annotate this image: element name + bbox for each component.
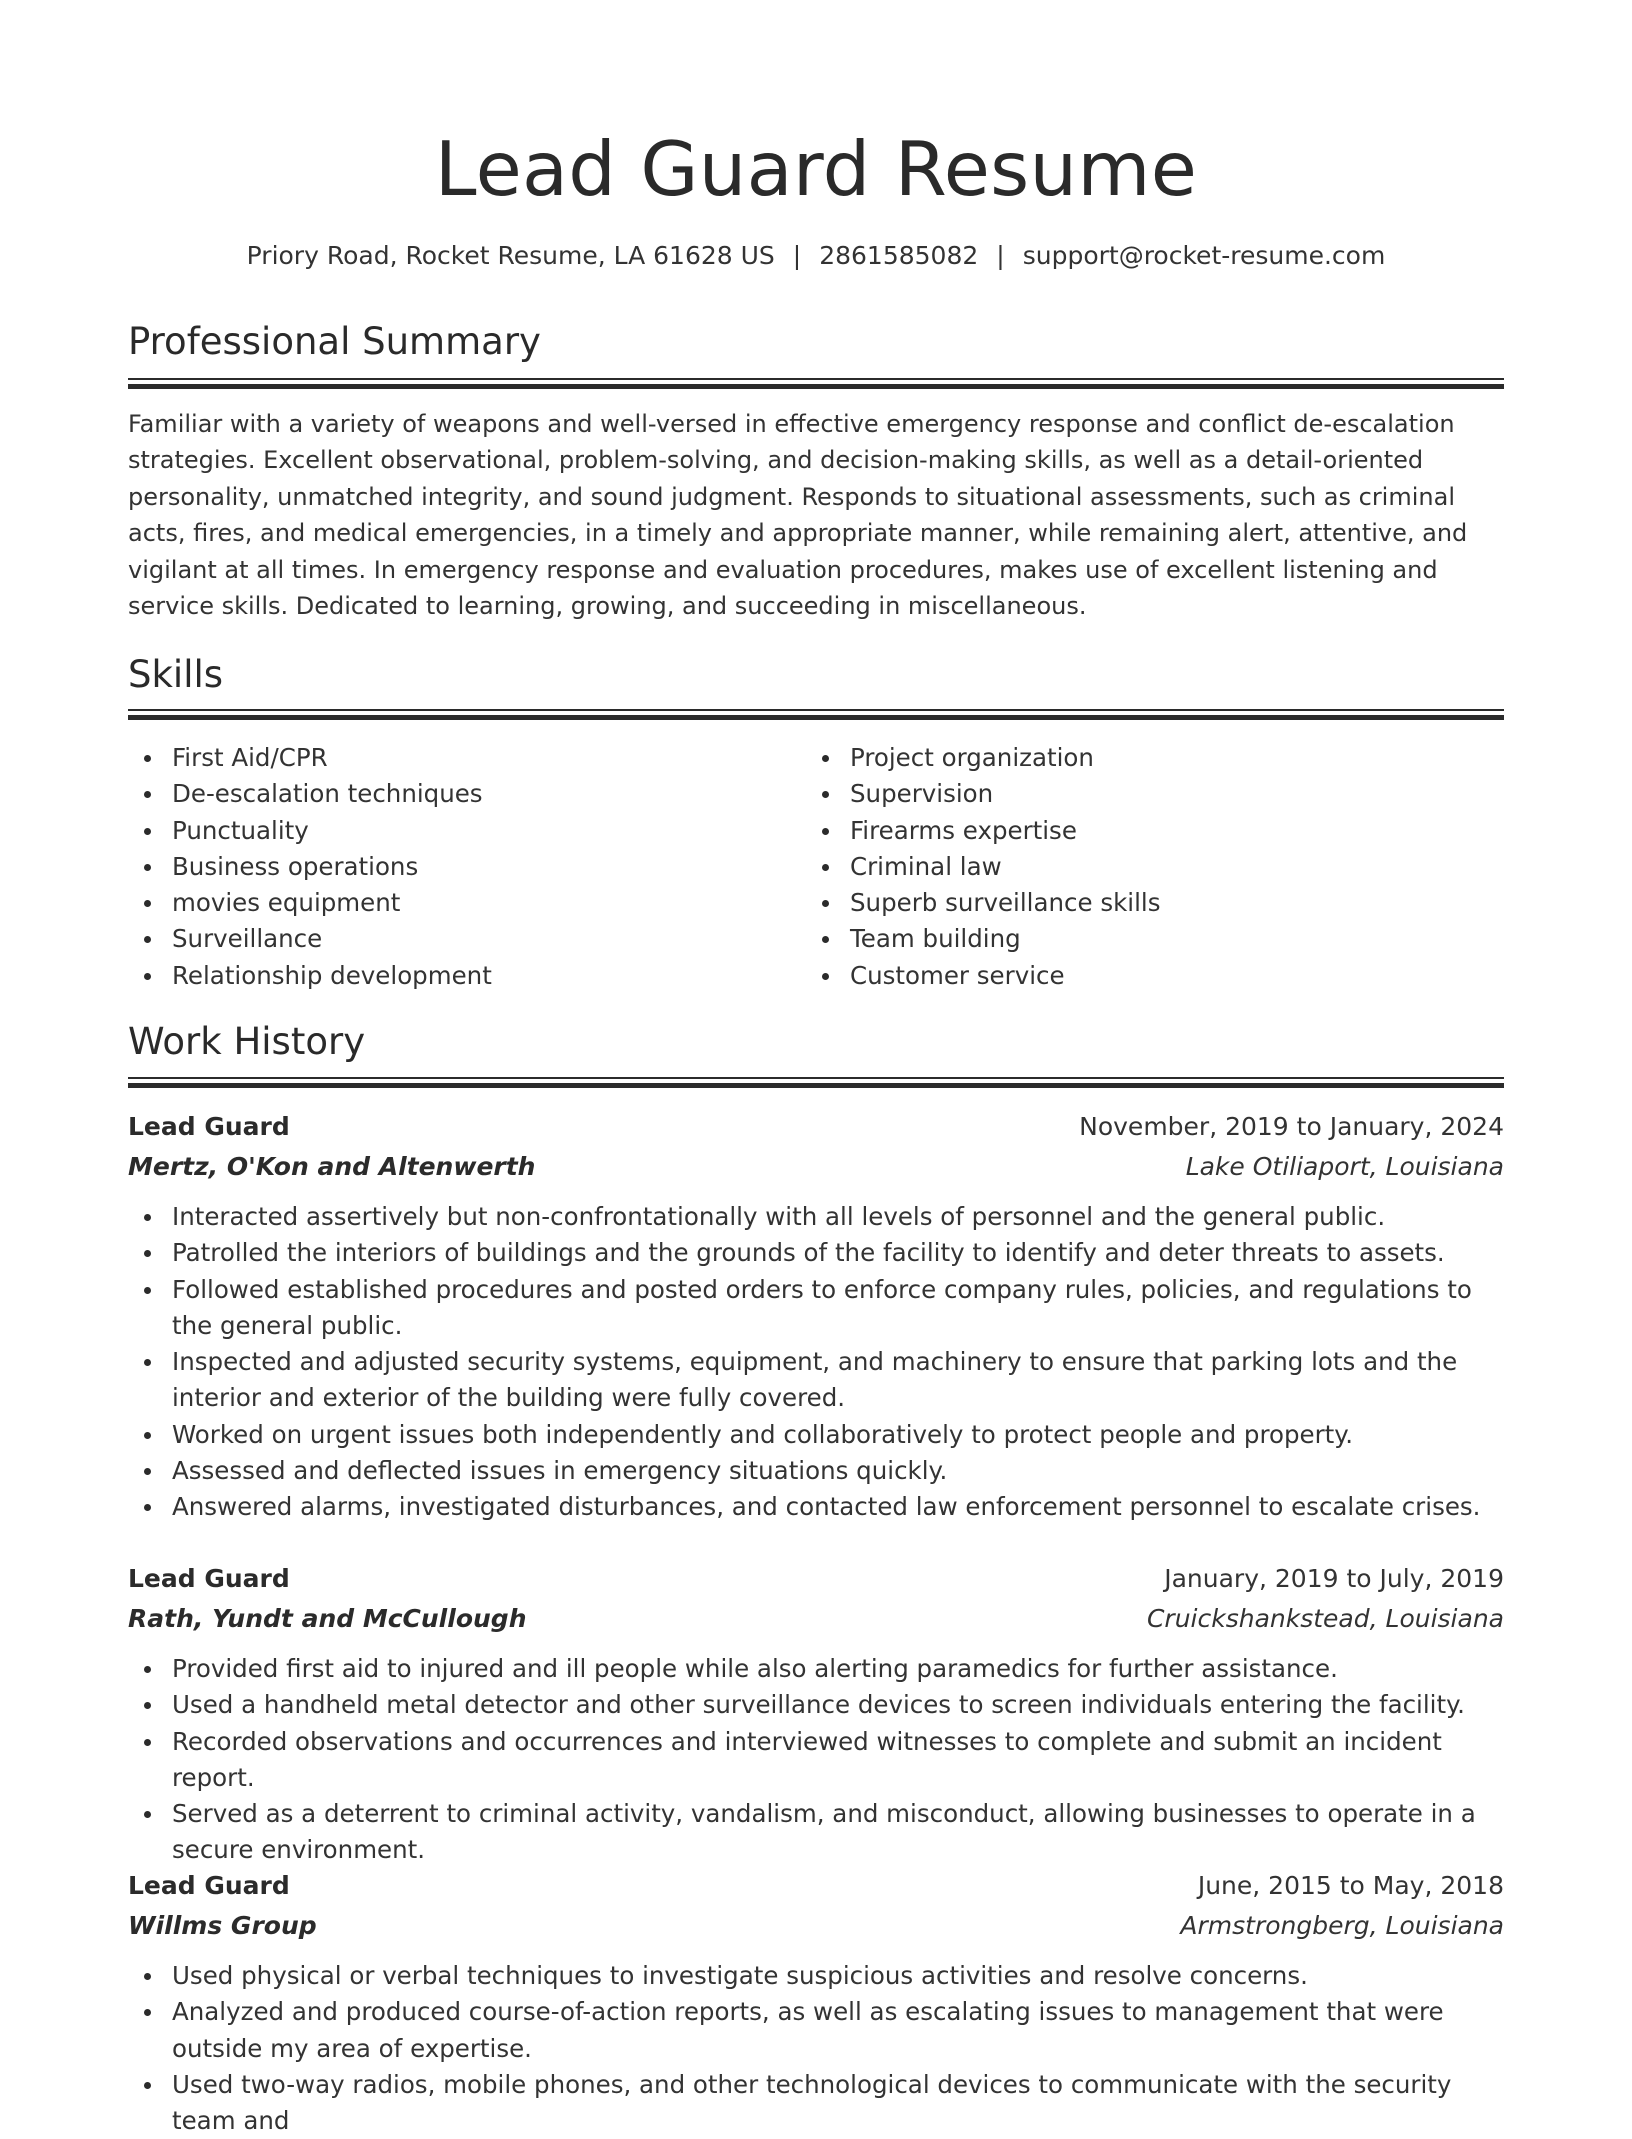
job-duty: Worked on urgent issues both independently and collaboratively to protect people and property. (128, 1417, 1504, 1453)
job-duty: Provided first aid to injured and ill people while also alerting paramedics for further assistance. (128, 1651, 1504, 1687)
job-duty: Used two-way radios, mobile phones, and other technological devices to communicate with the security team and (128, 2067, 1504, 2139)
job-location: Cruickshankstead, Louisiana (1146, 1604, 1504, 1633)
job-title: Lead Guard (128, 1112, 290, 1141)
contact-phone: 2861585082 (819, 241, 979, 270)
section-heading-work-history: Work History (128, 1020, 366, 1063)
section-divider (128, 378, 1504, 388)
skill-item: Surveillance (128, 921, 788, 957)
resume-title: Lead Guard Resume (434, 125, 1198, 213)
skills-list-right (806, 740, 1504, 994)
job-duty: Served as a deterrent to criminal activity, vandalism, and misconduct, allowing businesses to operate in a secure environment. (128, 1796, 1504, 1869)
job-duty: Interacted assertively but non-confrontationally with all levels of personnel and the general public. (128, 1199, 1504, 1235)
contact-separator: | (792, 241, 802, 270)
job-duty: Used a handheld metal detector and other surveillance devices to screen individuals entering the facility. (128, 1687, 1504, 1723)
job-company: Willms Group (128, 1911, 317, 1940)
job-duty: Followed established procedures and posted orders to enforce company rules, policies, and regulations to the general public. (128, 1272, 1504, 1345)
job-duty: Assessed and deflected issues in emergency situations quickly. (128, 1453, 1504, 1489)
skills-list-left (128, 740, 788, 994)
skill-item: Criminal law (806, 849, 1504, 885)
skill-item: Project organization (806, 740, 1504, 776)
job-location: Armstrongberg, Louisiana (1180, 1911, 1504, 1940)
job-dates: June, 2015 to May, 2018 (1197, 1871, 1504, 1900)
contact-address: Priory Road, Rocket Resume, LA 61628 US (246, 241, 775, 270)
summary-text: Familiar with a variety of weapons and well-versed in effective emergency response and conflict de-escalation strategies. Excellent observational, problem-solving, and decision-making skills, as well as a detail-oriented personality, unmatched integrity, and sound judgment. Responds to situational assessments, such as criminal acts, fires, and medical emergencies, in a timely and appropriate manner, while remaining alert, attentive, and vigilant at all times. In emergency response and evaluation procedures, makes use of excellent listening and service skills. Dedicated to learning, growing, and succeeding in miscellaneous. (128, 410, 1468, 621)
job-entry (128, 1866, 1504, 2139)
job-entry (128, 1559, 1504, 1869)
contact-line (128, 238, 1504, 274)
job-company: Mertz, O'Kon and Altenwerth (128, 1152, 536, 1181)
job-entry (128, 1107, 1504, 1526)
skill-item: Team building (806, 921, 1504, 957)
skill-item: Relationship development (128, 958, 788, 994)
job-company: Rath, Yundt and McCullough (128, 1604, 527, 1633)
section-heading-summary: Professional Summary (128, 320, 541, 363)
skill-item: De-escalation techniques (128, 776, 788, 812)
skill-item: Business operations (128, 849, 788, 885)
contact-separator: | (996, 241, 1005, 270)
job-title: Lead Guard (128, 1871, 290, 1900)
job-title: Lead Guard (128, 1564, 290, 1593)
job-duty: Inspected and adjusted security systems, equipment, and machinery to ensure that parking lots and the interior and exterior of the building were fully covered. (128, 1344, 1504, 1417)
job-duty: Recorded observations and occurrences and interviewed witnesses to complete and submit an incident report. (128, 1724, 1504, 1797)
job-duties-list (128, 1199, 1504, 1526)
skill-item: Punctuality (128, 813, 788, 849)
job-duty: Analyzed and produced course-of-action reports, as well as escalating issues to management that were outside my area of expertise. (128, 1994, 1504, 2067)
skill-item: Customer service (806, 958, 1504, 994)
section-heading-skills: Skills (128, 653, 224, 696)
section-divider (128, 709, 1504, 719)
skill-item: movies equipment (128, 885, 788, 921)
job-duties-list (128, 1651, 1504, 1869)
job-location: Lake Otiliaport, Louisiana (1185, 1152, 1504, 1181)
skill-item: Supervision (806, 776, 1504, 812)
skill-item: Firearms expertise (806, 813, 1504, 849)
skill-item: Superb surveillance skills (806, 885, 1504, 921)
job-duty: Used physical or verbal techniques to investigate suspicious activities and resolve concerns. (128, 1958, 1504, 1994)
job-duty: Answered alarms, investigated disturbances, and contacted law enforcement personnel to escalate crises. (128, 1489, 1504, 1525)
job-dates: January, 2019 to July, 2019 (1164, 1564, 1504, 1593)
section-divider (128, 1077, 1504, 1087)
contact-email[interactable]: support@rocket-resume.com (1022, 241, 1386, 270)
job-duty: Patrolled the interiors of buildings and the grounds of the facility to identify and deter threats to assets. (128, 1235, 1504, 1271)
job-dates: November, 2019 to January, 2024 (1079, 1112, 1504, 1141)
skill-item: First Aid/CPR (128, 740, 788, 776)
